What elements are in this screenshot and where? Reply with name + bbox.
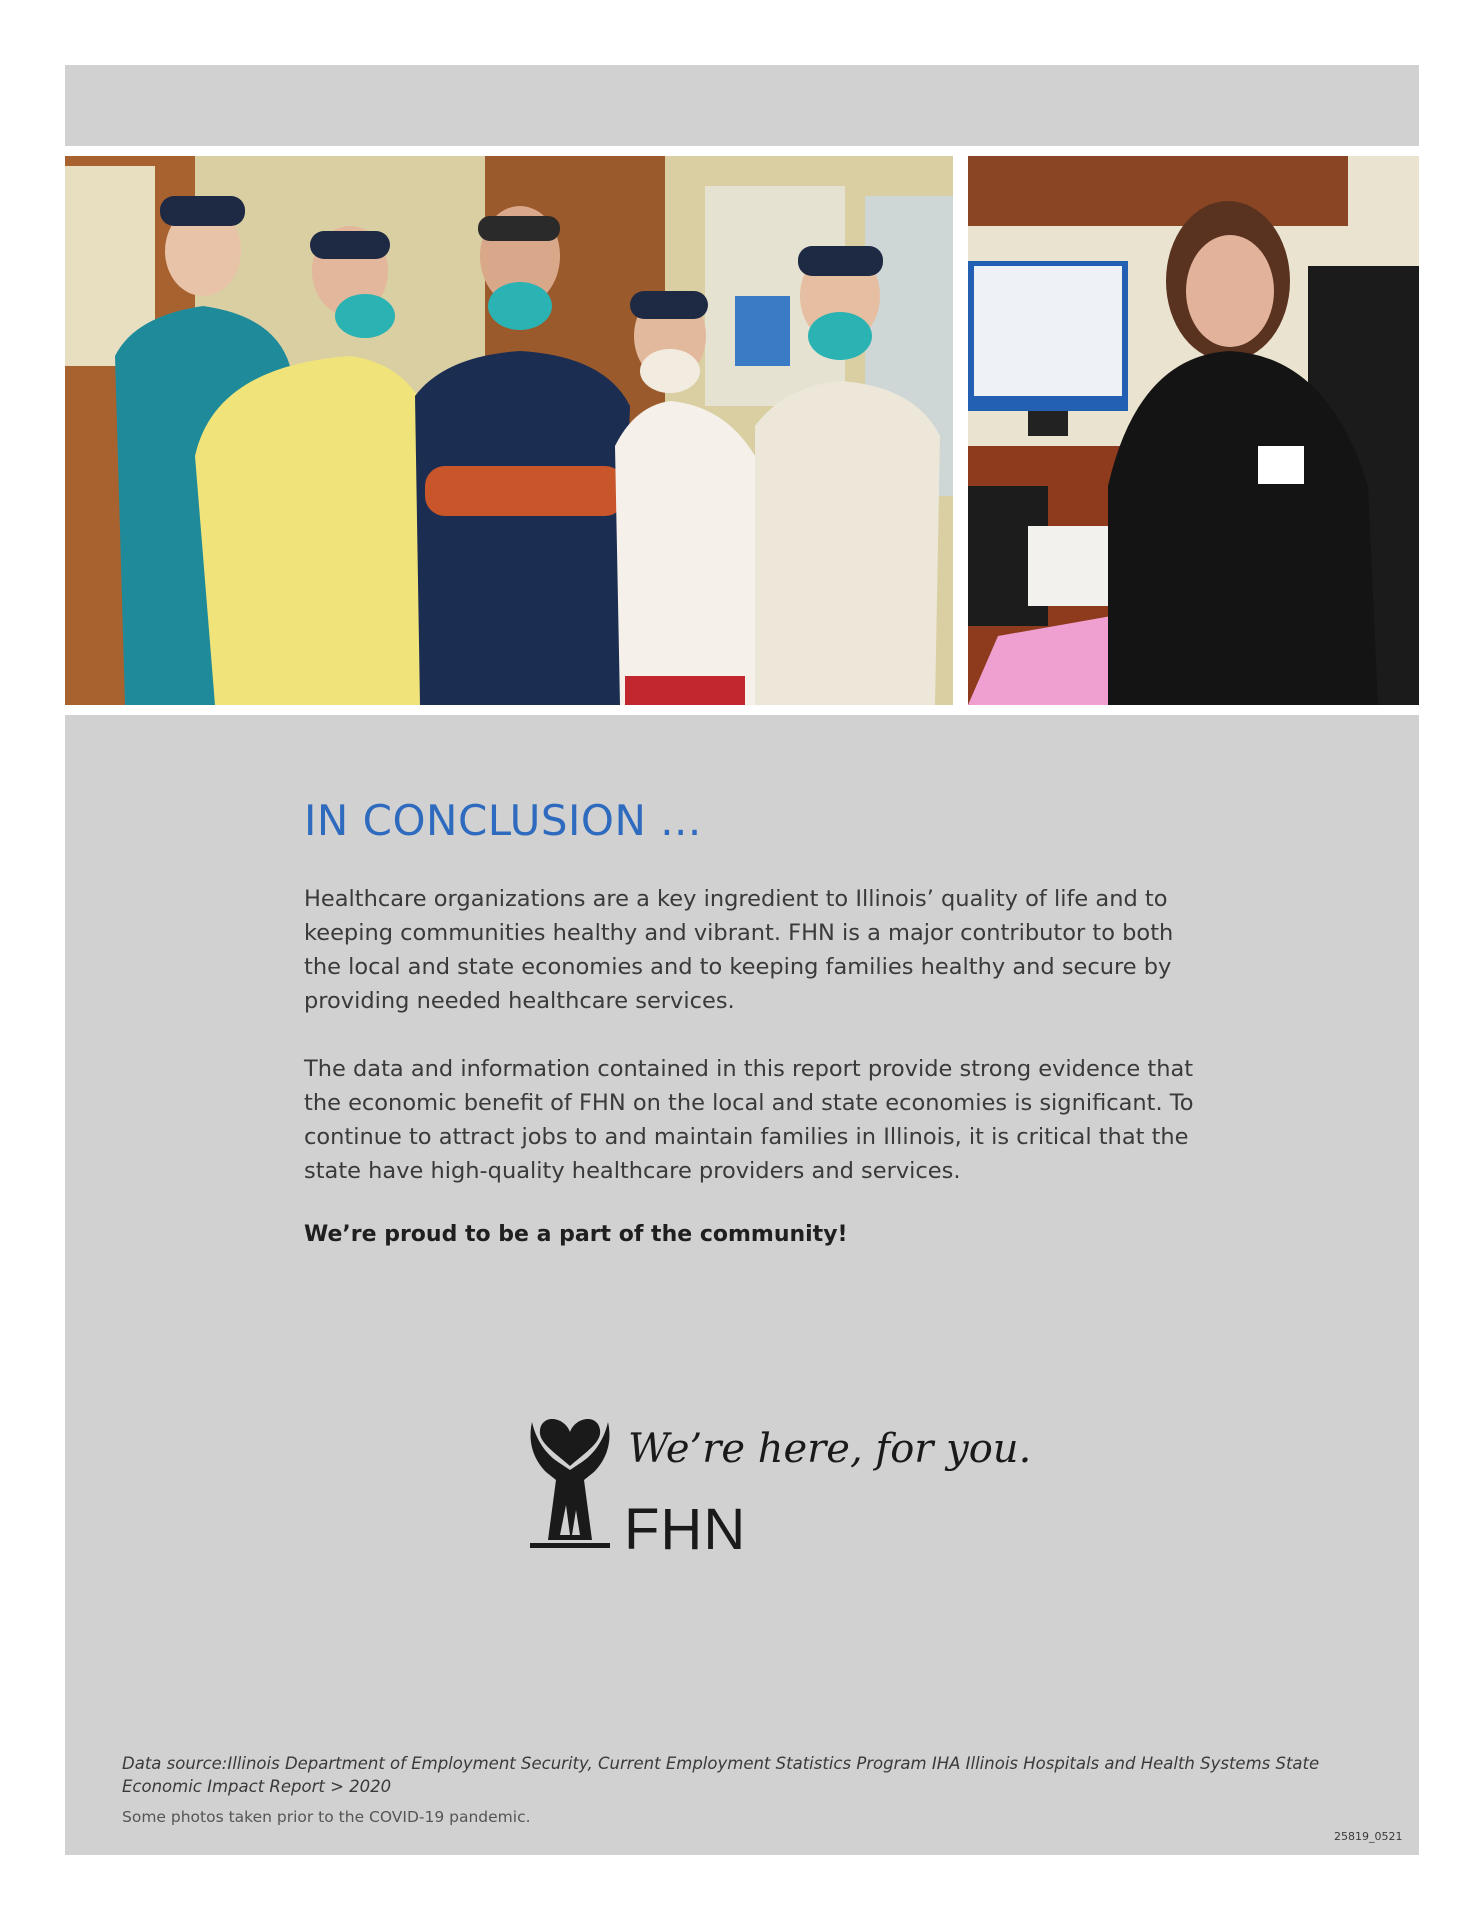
fhn-heart-logo-icon <box>526 1410 614 1555</box>
logo-slogan: We’re here, for you. <box>628 1426 1032 1472</box>
photo-disclaimer: Some photos taken prior to the COVID-19 pandemic. <box>122 1808 531 1826</box>
conclusion-paragraph-1: Healthcare organizations are a key ingredient to Illinois’ quality of life and to keeping communities healthy and vibrant. FHN is a major contributor to both the local and state economies and to keeping families healthy and secure by providing needed healthcare services. <box>304 886 1174 1014</box>
staff-group-photo <box>65 156 953 705</box>
top-gray-band <box>65 65 1419 146</box>
document-code: 25819_0521 <box>1334 1830 1403 1843</box>
conclusion-paragraph-2: The data and information contained in this report provide strong evidence that the economic benefit of FHN on the local and state economies is significant. To continue to attract jobs to and maintain families in Illinois, it is critical that the state have high-quality healthcare providers and services. <box>304 1056 1194 1184</box>
staff-desk-photo <box>968 156 1419 705</box>
logo-name: FHN <box>624 1497 747 1562</box>
data-source-note: Data source:Illinois Department of Employment Security, Current Employment Statistics Program IHA Illinois Hospitals and Health Systems State Economic Impact Report > 2020 <box>122 1754 1320 1796</box>
section-heading: IN CONCLUSION ... <box>304 796 702 845</box>
community-statement: We’re proud to be a part of the community! <box>304 1222 848 1247</box>
